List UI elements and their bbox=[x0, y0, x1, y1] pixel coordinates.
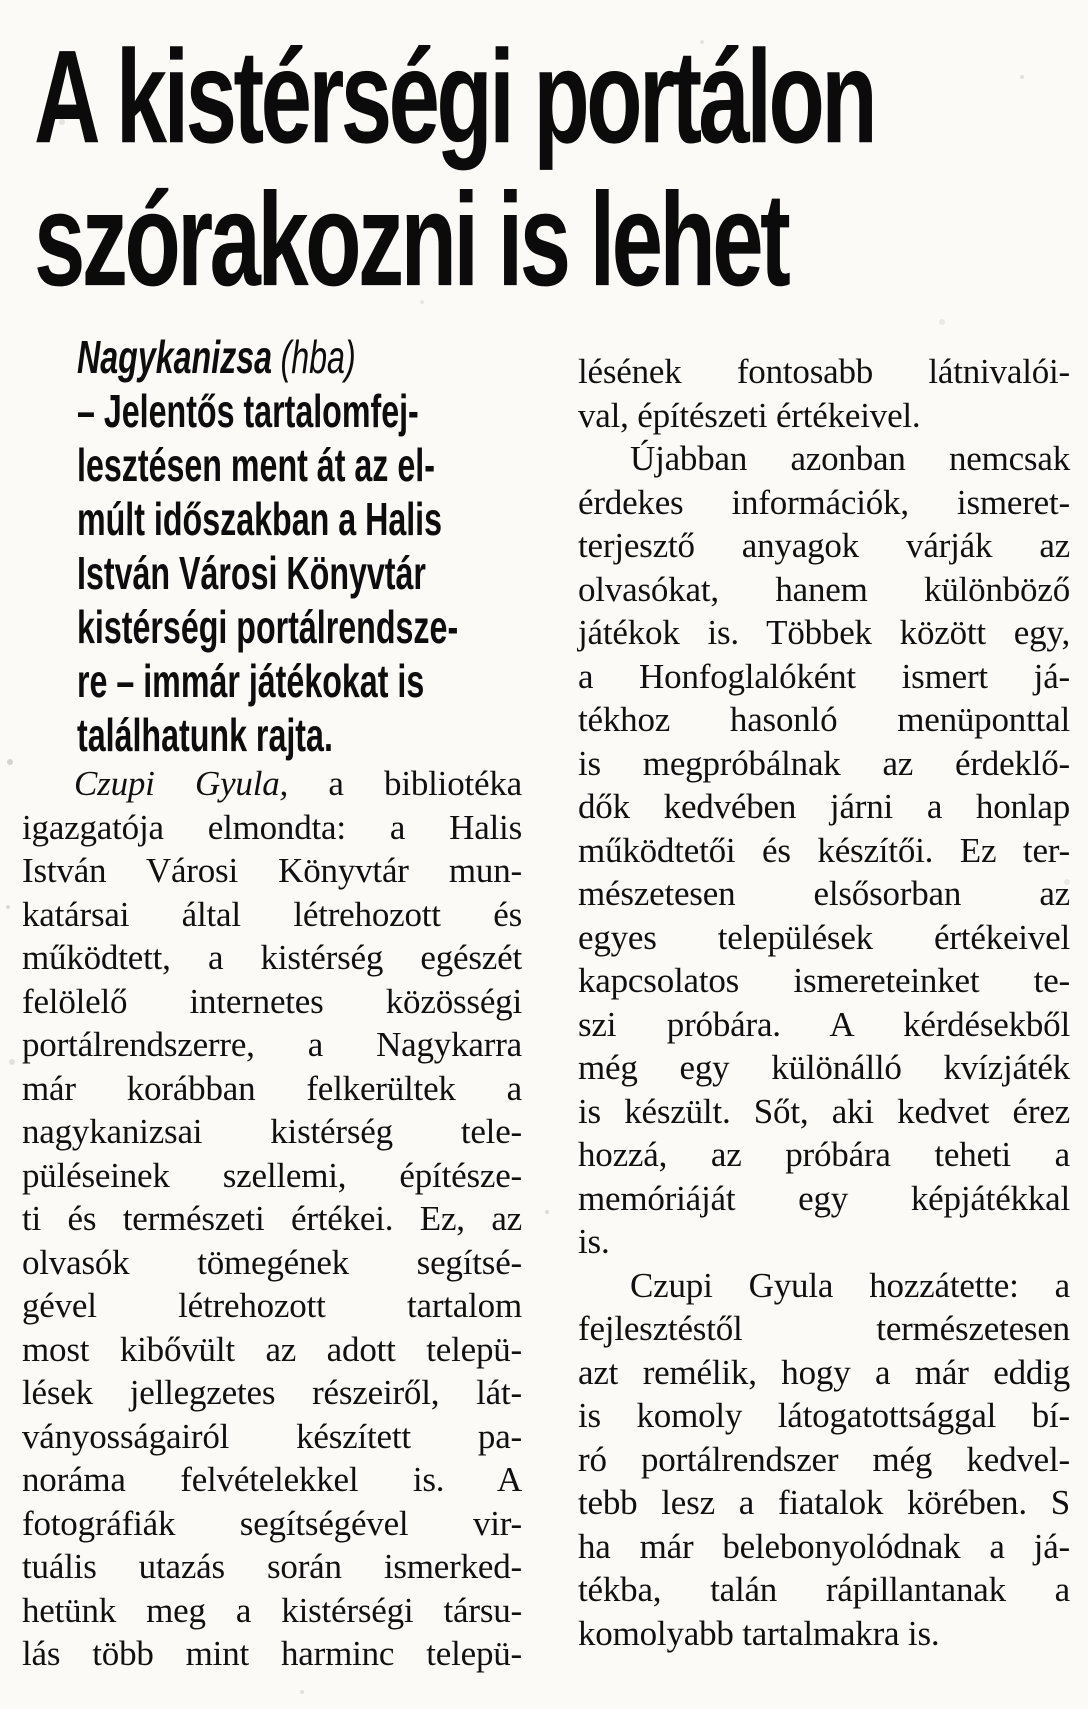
body-line: szi próbára. A kérdésekből bbox=[578, 1004, 1070, 1044]
lead-line: múlt időszakban a Halis bbox=[77, 493, 443, 545]
body-line: is komoly látogatottsággal bí- bbox=[578, 1396, 1070, 1435]
body-line: egyes települések értékeivel bbox=[578, 917, 1070, 957]
body-line: ha már belebonyolódnak a já- bbox=[578, 1526, 1070, 1566]
body-line: komolyabb tartalmakra is. bbox=[578, 1613, 940, 1653]
lead-lines bbox=[77, 384, 459, 762]
body-line: játékok is. Többek között egy, bbox=[578, 613, 1070, 652]
body-line: már korábban felkerültek a bbox=[22, 1068, 522, 1108]
body-line: azt remélik, hogy a már eddig bbox=[578, 1352, 1070, 1392]
body-line: noráma felvételekkel is. A bbox=[22, 1460, 522, 1499]
body-line: nagykanizsai kistérség tele- bbox=[22, 1112, 522, 1151]
body-line: tebb lesz a fiatalok körében. S bbox=[578, 1483, 1070, 1522]
dateline bbox=[77, 330, 389, 384]
left-column bbox=[22, 330, 522, 1676]
body-line: ti és természeti értékei. Ez, az bbox=[22, 1199, 522, 1238]
body-line: is. bbox=[578, 1222, 610, 1261]
body-line: memóriáját egy képjátékkal bbox=[578, 1178, 1070, 1218]
body-line: katársai által létrehozott és bbox=[22, 894, 522, 934]
article-columns bbox=[22, 330, 1070, 1676]
body-line: érdekes információk, ismeret- bbox=[578, 482, 1070, 522]
right-column bbox=[578, 330, 1070, 1676]
article-headline bbox=[34, 21, 875, 314]
body-line: hetünk meg a kistérségi társu- bbox=[22, 1590, 522, 1630]
left-body-text bbox=[22, 762, 522, 1676]
dateline-location: Nagykanizsa bbox=[77, 331, 273, 383]
body-line: tuális utazás során ismerked- bbox=[22, 1547, 522, 1586]
body-line: István Városi Könyvtár mun- bbox=[22, 851, 522, 890]
headline-line-1: A kistérségi portálon bbox=[34, 21, 875, 171]
body-line: Újabban azonban nemcsak bbox=[630, 439, 1070, 478]
body-line: is megpróbálnak az érdeklő- bbox=[578, 743, 1070, 783]
lead-line: találhatunk rajta. bbox=[77, 709, 333, 761]
body-line: terjesztő anyagok várják az bbox=[578, 526, 1070, 565]
body-line: lésének fontosabb látnivalói- bbox=[578, 352, 1070, 391]
headline-line-2: szórakozni is lehet bbox=[34, 164, 788, 314]
body-line: Czupi Gyula, a bibliotéka bbox=[74, 764, 523, 803]
lead-line: – Jelentős tartalomfej- bbox=[77, 385, 419, 437]
body-line: fejlesztéstől természetesen bbox=[578, 1309, 1070, 1348]
body-line: olvasókat, hanem különböző bbox=[578, 569, 1070, 609]
body-line: hozzá, az próbára teheti a bbox=[578, 1135, 1070, 1174]
lead-line: kistérségi portálrendsze- bbox=[77, 601, 459, 653]
lead-paragraph bbox=[77, 330, 459, 762]
dateline-author: (hba) bbox=[280, 331, 356, 383]
body-line: gével létrehozott tartalom bbox=[22, 1286, 522, 1325]
body-line: mészetesen elsősorban az bbox=[578, 874, 1070, 913]
body-line: igazgatója elmondta: a Halis bbox=[22, 807, 522, 847]
body-line: tékhoz hasonló menüponttal bbox=[578, 700, 1070, 739]
body-line: dők kedvében járni a honlap bbox=[578, 787, 1070, 826]
body-line: val, építészeti értékeivel. bbox=[578, 395, 921, 435]
body-line: kapcsolatos ismereteinket te- bbox=[578, 961, 1070, 1000]
body-line: Czupi Gyula hozzátette: a bbox=[630, 1265, 1070, 1305]
right-body-text bbox=[578, 350, 1070, 1655]
lead-line: István Városi Könyvtár bbox=[77, 547, 426, 599]
body-line: tékba, talán rápillantanak a bbox=[578, 1570, 1070, 1609]
body-line: ványosságairól készített pa- bbox=[22, 1416, 522, 1456]
body-line: portálrendszerre, a Nagykarra bbox=[22, 1025, 522, 1064]
body-line: a Honfoglalóként ismert já- bbox=[578, 656, 1070, 696]
body-line: ró portálrendszer még kedvel- bbox=[578, 1439, 1070, 1479]
body-line: fotográfiák segítségével vir- bbox=[22, 1503, 522, 1543]
body-line: még egy különálló kvízjáték bbox=[578, 1048, 1070, 1087]
body-line: most kibővült az adott telepü- bbox=[22, 1329, 522, 1369]
lead-line: lesztésen ment át az el- bbox=[77, 439, 435, 491]
body-line: felölelő internetes közösségi bbox=[22, 981, 522, 1021]
body-line: lések jellegzetes részeiről, lát- bbox=[22, 1373, 522, 1412]
lead-line: re – immár játékokat is bbox=[77, 655, 425, 707]
body-line: működtett, a kistérség egészét bbox=[22, 938, 522, 977]
body-line: lás több mint harminc telepü- bbox=[22, 1634, 522, 1673]
body-line: működtetői és készítői. Ez ter- bbox=[578, 830, 1070, 870]
body-line: olvasók tömegének segítsé- bbox=[22, 1242, 522, 1282]
body-line: püléseinek szellemi, építésze- bbox=[22, 1155, 522, 1195]
body-line: is készült. Sőt, aki kedvet érez bbox=[578, 1091, 1070, 1131]
